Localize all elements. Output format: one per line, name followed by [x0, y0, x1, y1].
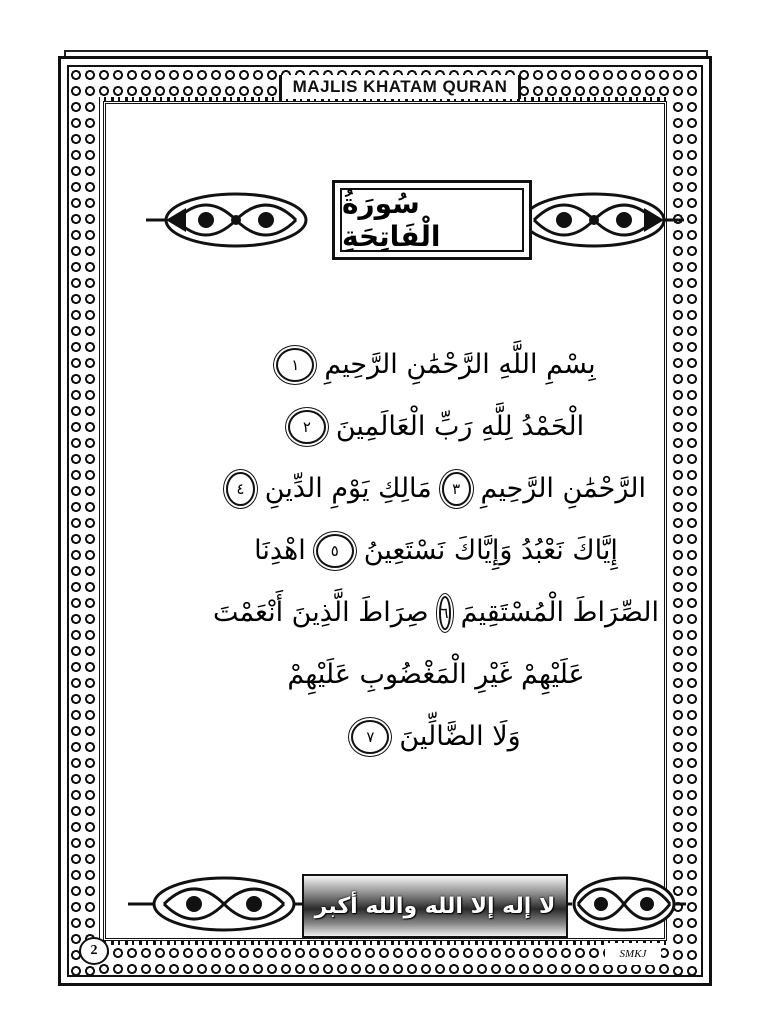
verse-line-4 — [226, 520, 646, 582]
page-header-title: MAJLIS KHATAM QURAN — [279, 75, 521, 99]
verse-line-2 — [226, 396, 646, 458]
right-header-ornament-icon — [514, 190, 684, 250]
surah-title-box — [332, 180, 532, 260]
ayah-number-4: ٤ — [226, 472, 255, 506]
verse-text: مَالِكِ يَوْمِ الدِّينِ — [264, 473, 432, 504]
page-number: 2 — [79, 937, 109, 965]
ayah-number-6: ٦ — [439, 596, 451, 630]
verse-text: الصِّرَاطَ الْمُسْتَقِيمَ — [460, 597, 660, 628]
document-page — [58, 56, 712, 986]
verse-line-1 — [226, 334, 646, 396]
verse-line-6 — [226, 644, 646, 706]
verse-line-7 — [226, 706, 646, 768]
content-area — [103, 101, 667, 941]
verse-text: الرَّحْمَٰنِ الرَّحِيمِ — [480, 473, 646, 504]
verse-text: صِرَاطَ الَّذِينَ أَنْعَمْتَ — [212, 597, 429, 628]
right-footer-ornament-icon — [562, 874, 686, 934]
verse-text: وَلَا الضَّالِّينَ — [399, 721, 521, 752]
ayah-number-1: ١ — [276, 348, 314, 382]
left-footer-ornament-icon — [128, 874, 304, 934]
verse-text: بِسْمِ اللَّهِ الرَّحْمَٰنِ الرَّحِيمِ — [324, 349, 596, 380]
verse-text: اهْدِنَا — [254, 535, 306, 566]
verses-block — [212, 334, 660, 768]
surah-title: سُورَةُ الْفَاتِحَةِ — [340, 188, 524, 252]
verse-text: الْحَمْدُ لِلَّهِ رَبِّ الْعَالَمِينَ — [335, 411, 585, 442]
verse-text: عَلَيْهِمْ غَيْرِ الْمَغْضُوبِ عَلَيْهِمْ — [287, 659, 585, 690]
publisher-mark: SMKJ — [605, 943, 661, 965]
verse-text: إِيَّاكَ نَعْبُدُ وَإِيَّاكَ نَسْتَعِينُ — [363, 535, 618, 566]
ayah-number-5: ٥ — [316, 534, 354, 568]
verse-line-5 — [212, 582, 660, 644]
tahlil-banner: لا إله إلا الله والله أكبر — [302, 874, 568, 938]
left-header-ornament-icon — [146, 190, 316, 250]
border-pattern-left — [69, 67, 99, 975]
ornamental-border — [67, 65, 703, 977]
ayah-number-2: ٢ — [288, 410, 326, 444]
ayah-number-3: ٣ — [442, 472, 471, 506]
ayah-number-7: ٧ — [351, 720, 389, 754]
verse-line-3 — [226, 458, 646, 520]
